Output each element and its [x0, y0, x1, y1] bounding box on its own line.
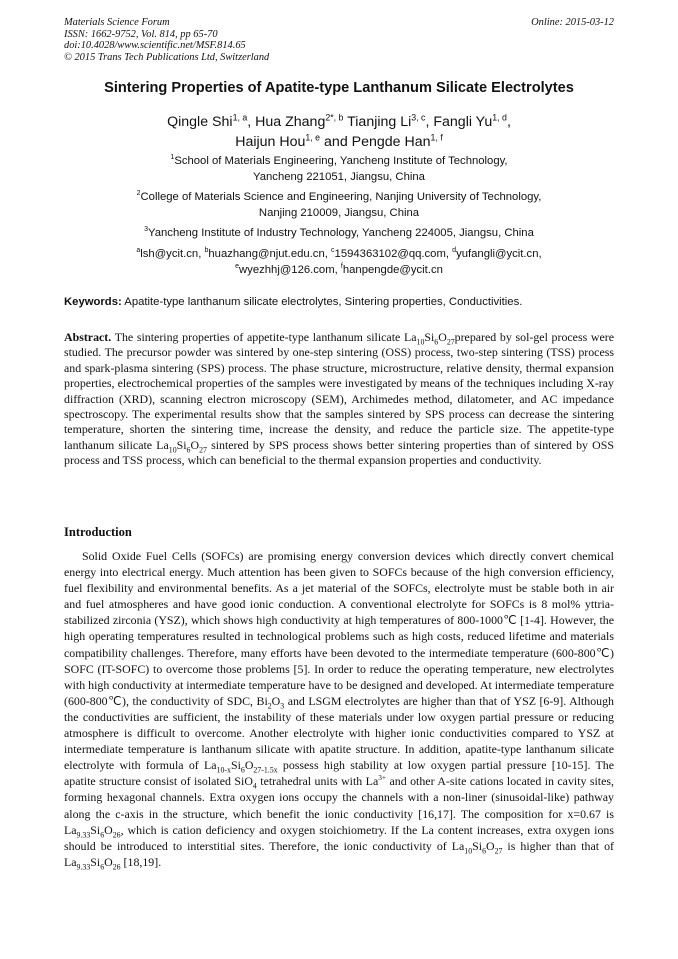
- body-text: O: [271, 693, 281, 708]
- author-emails: [40, 247, 638, 278]
- affiliation-text: School of Materials Engineering, Yancheng Institute of Technology,: [174, 155, 508, 167]
- email-mark: e: [235, 262, 240, 270]
- abstract-text: prepared by sol-gel process were studied. The precursor powder was sintered by one-step sintering (OSS) process, two-step sintering (TSS) process and spark-plasma sintering (SPS) process. The phase structure, microstructure, relative density, thermal expansion properties, electrochemical properties of the samples were investigated by means of the techniques including X-ray diffraction (XRD), scanning electron microscopy (SEM), Archimedes method, dilatometer, and AC impedance spectroscopy. The experimental results show that the samples sintered by SPS process can decrease the sintering temperature, shorten the sintering time, increase the density, and reduce the particle size. The appetite-type lanthanum silicate La: [64, 330, 614, 452]
- author-separator: ,: [425, 114, 434, 130]
- author-conjunction: and: [320, 134, 352, 150]
- subscript: 3: [280, 701, 285, 711]
- subscript: 4: [252, 781, 257, 791]
- body-text: and LSGM electrolytes are higher than that of YSZ [6-9]. Although the conductivities are sufficient, the instability of these materials under low oxygen partial pressure or reducing atmosphere is difficult to overcome. Another electrolyte with higher ionic conductivities compared to YSZ at intermediate temperature is lanthanum silicate with apatite structure. In addition, apatite-type lanthanum silicate electrolyte with formula of La: [64, 693, 614, 773]
- abstract-text: sintered by SPS process shows better sintering properties than of sintered by OSS process and TSS process, which can beneficial to the thermal expansion properties and conductivity.: [64, 437, 614, 468]
- keywords-line: [64, 296, 624, 308]
- author-affiliation-mark: 1, a: [232, 112, 248, 123]
- body-text: , which is cation deficiency and oxygen stoichiometry. If the La content increases, extra oxygen ions should be introduced to interstitial sites. Therefore, the ionic conductivity of La: [64, 822, 614, 853]
- body-text: Si: [230, 758, 241, 773]
- subscript: 10-x: [216, 765, 231, 775]
- paper-title: Sintering Properties of Apatite-type Lanthanum Silicate Electrolytes: [104, 80, 574, 96]
- affiliation-text: Yancheng Institute of Industry Technology, Yancheng 224005, Jiangsu, China: [148, 227, 534, 239]
- body-text: Si: [90, 822, 101, 837]
- issn-line: ISSN: 1662-9752, Vol. 814, pp 65-70: [64, 28, 218, 40]
- subscript: 6: [240, 765, 245, 775]
- keywords-text: Apatite-type lanthanum silicate electrolytes, Sintering properties, Conductivities.: [121, 296, 523, 308]
- author-affiliation-mark: 3, c: [411, 112, 426, 123]
- email-mark: f: [340, 262, 343, 270]
- author-affiliation-mark: 2*, b: [325, 112, 344, 123]
- email-address: yufangli@ycit.cn,: [456, 248, 542, 260]
- affiliation-number: 2: [136, 190, 141, 198]
- author-name: Fangli Yu: [433, 114, 493, 130]
- body-text: Solid Oxide Fuel Cells (SOFCs) are promising energy conversion devices which directly convert chemical energy into electrical energy. Much attention has been given to SOFCs because of the high conversion efficiency, fuel flexibility and environmental benefits. As a jet material of the SOFCs, electrolyte must be stable both in air and fuel atmospheres and have good ionic conduction. A conventional electrolyte for SOFCs is 8 mol% yttria-stabilized zirconia (YSZ), which shows high conductivity at high temperatures of 800-1000℃ [1-4]. However, the high operating temperatures resulted in technological problems such as high costs, reduced lifetime and materials compatibility challenges. Therefore, many efforts have been devoted to the intermediate temperature (600-800℃) SOFC (IT-SOFC) to overcome those problems [5]. In order to reduce the operating temperature, new electrolytes with high conductivity at intermediate temperature have to be designed and developed. At intermediate temperature (600-800℃), the conductivity of SDC, Bi: [64, 549, 614, 708]
- journal-name: Materials Science Forum: [64, 17, 170, 28]
- email-mark: b: [204, 247, 209, 255]
- subscript: 9.33: [76, 862, 91, 872]
- abstract-text: The sintering properties of appetite-type lanthanum silicate La: [111, 330, 417, 344]
- subscript: 26: [112, 862, 121, 872]
- body-text: O: [244, 758, 254, 773]
- body-text: is higher than that of La: [64, 838, 614, 869]
- body-text: O: [104, 822, 113, 837]
- subscript: 6: [434, 337, 439, 347]
- affiliation-number: 3: [144, 226, 149, 234]
- affiliation-text: College of Materials Science and Engineering, Nanjing University of Technology,: [140, 191, 542, 203]
- email-address: lsh@ycit.cn,: [140, 248, 205, 260]
- body-text: Si: [90, 854, 101, 869]
- subscript: 6: [186, 445, 191, 455]
- subscript: 6: [100, 829, 105, 839]
- copyright-line: © 2015 Trans Tech Publications Ltd, Switzerland: [64, 51, 270, 63]
- affiliation-text: Yancheng 221051, Jiangsu, China: [253, 170, 425, 183]
- subscript: 27: [446, 337, 455, 347]
- author-list: [40, 112, 638, 152]
- author-name: Pengde Han: [351, 134, 431, 150]
- subscript: 10: [416, 337, 425, 347]
- subscript: 2: [267, 701, 272, 711]
- author-name: Tianjing Li: [343, 114, 412, 130]
- online-date: Online: 2015-03-12: [531, 17, 614, 28]
- author-affiliation-mark: 1, f: [430, 132, 443, 143]
- introduction-paragraph: [64, 548, 614, 870]
- author-separator: ,: [506, 114, 511, 130]
- body-text: and other A-site cations located in cavity sites, forming hexagonal channels. Extra oxygen ions occupy the channels with a non-liner (sinusoidal-like) pathway along the c-axis in the structure, which benefit the ionic conductivity [16,17]. The composition for x=0.67 is La: [64, 774, 614, 837]
- email-address: hanpengde@ycit.cn: [342, 263, 443, 276]
- body-text: O: [104, 854, 113, 869]
- keywords-label: Keywords:: [64, 296, 122, 308]
- affiliation-number: 1: [170, 154, 175, 162]
- email-mark: a: [136, 247, 141, 255]
- subscript: 9.33: [76, 829, 91, 839]
- superscript: 3+: [378, 773, 387, 783]
- affiliation-1: [40, 154, 638, 185]
- email-address: 1594363102@qq.com,: [334, 248, 453, 260]
- subscript: 27-1.5x: [253, 765, 278, 775]
- author-affiliation-mark: 1, e: [305, 132, 321, 143]
- subscript: 6: [482, 846, 486, 856]
- subscript: 10: [168, 445, 177, 455]
- affiliation-2: [40, 190, 638, 221]
- journal-header: [64, 17, 614, 63]
- body-text: possess high stability at low oxygen partial pressure [10-15]. The apatite structure consist of isolated SiO: [64, 758, 614, 789]
- affiliation-text: Nanjing 210009, Jiangsu, China: [258, 206, 420, 219]
- abstract-text: Si: [424, 330, 435, 344]
- body-text: tetrahedral units with La: [256, 774, 379, 789]
- body-text: Si: [472, 838, 483, 853]
- subscript: 26: [112, 829, 121, 839]
- abstract: [64, 330, 614, 469]
- doi-line: doi:10.4028/www.scientific.net/MSF.814.65: [64, 40, 246, 52]
- subscript: 27: [494, 846, 503, 856]
- author-separator: ,: [247, 114, 256, 130]
- author-name: Hua Zhang: [255, 114, 326, 130]
- subscript: 6: [100, 862, 105, 872]
- body-text: O: [485, 838, 495, 853]
- author-name: Qingle Shi: [167, 114, 233, 130]
- affiliation-3: [40, 226, 638, 242]
- section-heading-introduction: Introduction: [64, 525, 132, 539]
- abstract-text: O: [190, 437, 200, 452]
- abstract-text: Si: [176, 437, 187, 452]
- subscript: 27: [199, 445, 207, 455]
- email-mark: d: [452, 247, 457, 255]
- author-affiliation-mark: 1, d: [492, 112, 507, 123]
- body-text: [18,19].: [120, 854, 162, 869]
- email-mark: c: [331, 247, 335, 255]
- email-address: wyezhhj@126.com,: [239, 263, 341, 276]
- abstract-label: Abstract.: [64, 330, 112, 344]
- subscript: 10: [464, 846, 473, 856]
- abstract-text: O: [438, 330, 447, 344]
- email-address: huazhang@njut.edu.cn,: [208, 248, 332, 260]
- author-name: Haijun Hou: [235, 134, 306, 150]
